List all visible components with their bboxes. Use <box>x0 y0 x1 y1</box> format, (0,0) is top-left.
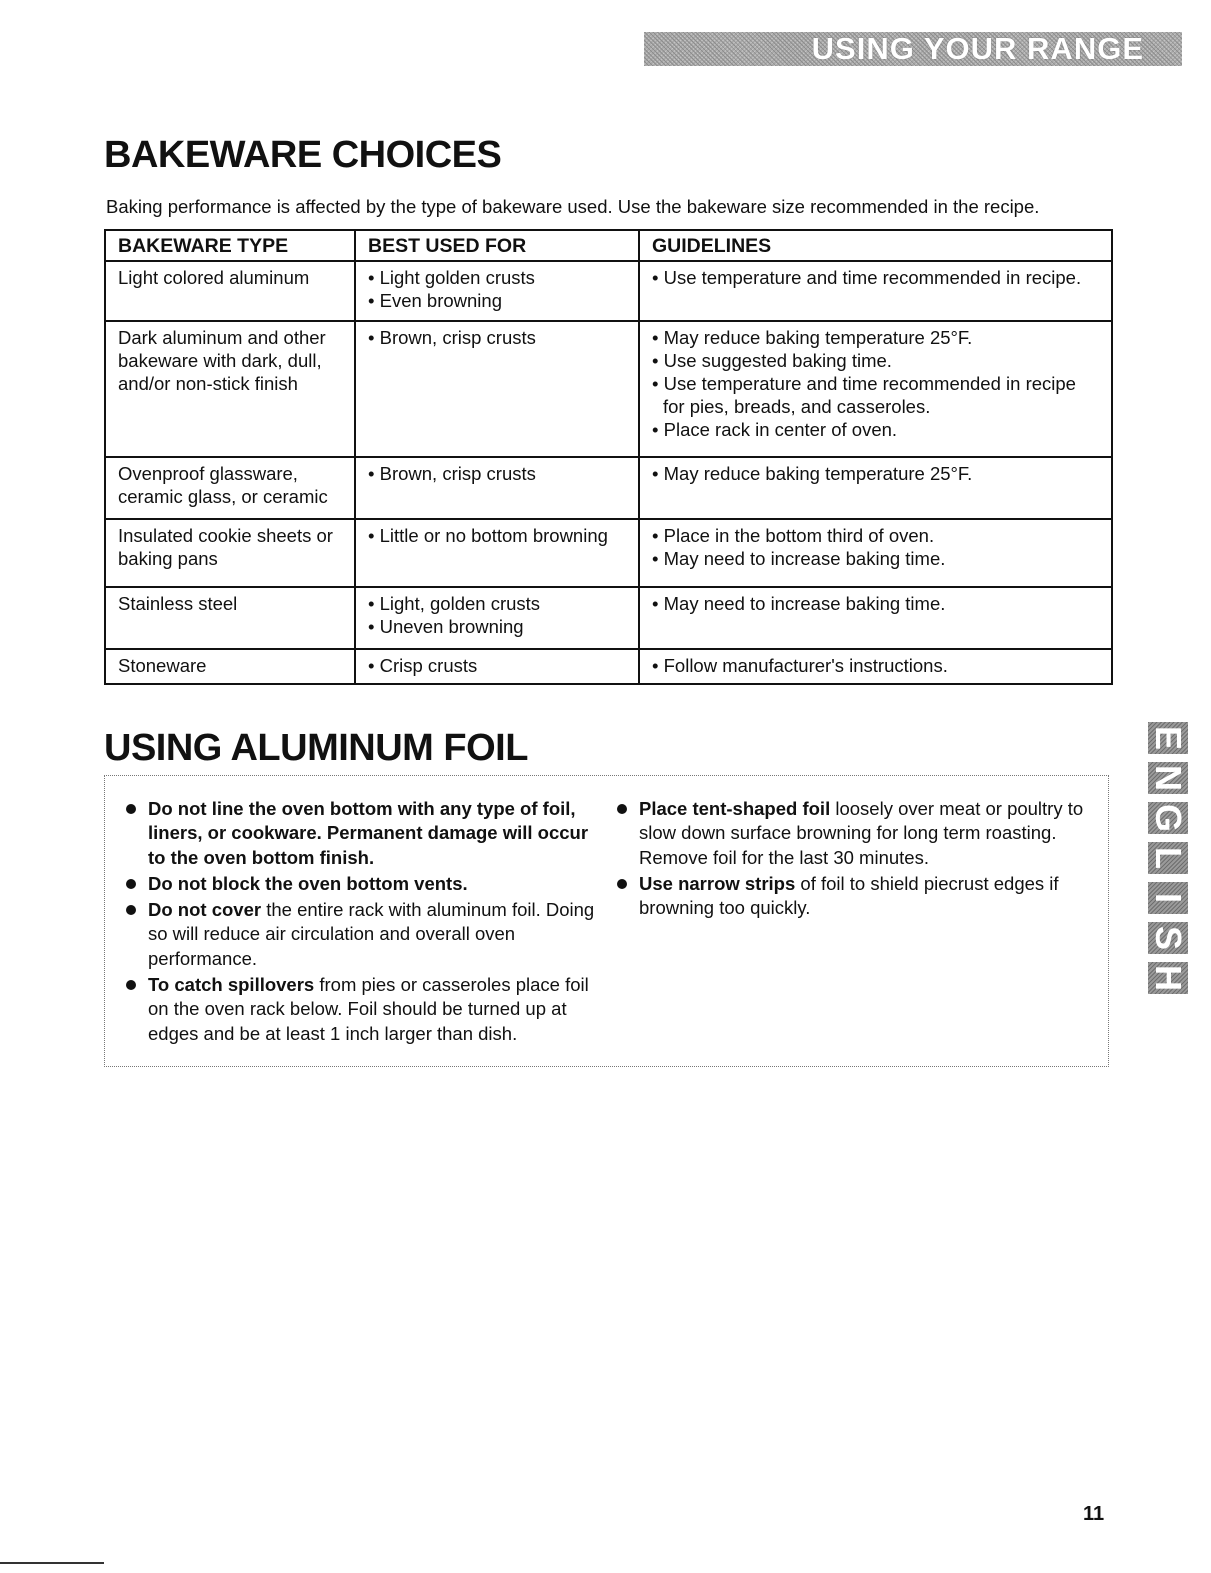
table-row <box>105 519 1112 587</box>
bullet-line: • Light, golden crusts <box>368 593 541 614</box>
table-row <box>105 587 1112 649</box>
bullet-dot-icon <box>617 804 627 814</box>
bullet-bold-text: Do not line the oven bottom with any type of foil, liners, or cookware. Permanent damage will occur to the oven bottom finish. <box>148 798 589 868</box>
language-tab-letter: H <box>1148 962 1188 994</box>
bullet-body-text: from pies or casseroles place foil on the oven rack below. Foil should be turned up at edges and be at least 1 inch larger than dish. <box>148 974 589 1044</box>
bullet-body-text: loosely over meat or poultry to slow down surface browning for long term roasting. Remove foil for the last 30 minutes. <box>639 798 1084 868</box>
bullet-line: • Uneven browning <box>368 616 524 637</box>
cell-best-used-for <box>355 649 639 684</box>
cell-bakeware-type: Stainless steel <box>105 587 355 649</box>
bullet-dot-icon <box>126 804 136 814</box>
cell-guidelines <box>639 587 1112 649</box>
bullet-bold-text: To catch spillovers <box>148 974 315 996</box>
bullet-line: • Use suggested baking time. <box>652 350 892 371</box>
bullet-line: • Place rack in center of oven. <box>652 419 898 440</box>
language-tab-letter: G <box>1148 803 1189 832</box>
table-row <box>105 649 1112 684</box>
foil-bullet-item <box>617 872 1097 921</box>
cell-guidelines <box>639 649 1112 684</box>
foil-left-column <box>126 797 606 1048</box>
cell-best-used-for <box>355 261 639 321</box>
table-row <box>105 321 1112 457</box>
bullet-line: • May need to increase baking time. <box>652 548 946 569</box>
bakeware-intro: Baking performance is affected by the type of bakeware used. Use the bakeware size recommended in the recipe. <box>106 196 1040 217</box>
banner-text: USING YOUR RANGE <box>811 31 1144 66</box>
bullet-bold-text: Do not block the oven bottom vents. <box>148 872 468 894</box>
bullet-body-text: of foil to shield piecrust edges if browning too quickly. <box>639 872 1059 919</box>
section-banner <box>644 32 1182 66</box>
cell-guidelines <box>639 261 1112 321</box>
foil-bullet-item <box>126 898 606 971</box>
cell-guidelines <box>639 519 1112 587</box>
foil-bullet-item <box>126 797 606 870</box>
language-tab-letter: E <box>1148 722 1188 754</box>
foil-bullet-item <box>126 872 606 896</box>
language-tab-letter: S <box>1148 922 1188 954</box>
language-tab-letter: L <box>1148 842 1188 874</box>
cell-bakeware-type: Ovenproof glassware, ceramic glass, or ceramic <box>105 457 355 519</box>
bullet-line: • May reduce baking temperature 25°F. <box>652 327 973 348</box>
cell-best-used-for <box>355 587 639 649</box>
bullet-line: • Light golden crusts <box>368 267 535 288</box>
bullet-line: • Use temperature and time recommended in recipe for pies, breads, and casseroles. <box>652 373 1076 417</box>
foil-bullet-item <box>617 797 1097 870</box>
cell-best-used-for <box>355 321 639 457</box>
language-tab-letter: N <box>1148 762 1188 794</box>
cell-bakeware-type: Stoneware <box>105 649 355 684</box>
bullet-body-text: the entire rack with aluminum foil. Doing so will reduce air circulation and overall oven performance. <box>148 899 595 969</box>
bullet-line: • Follow manufacturer's instructions. <box>652 655 948 676</box>
foil-bullet-item <box>126 973 606 1046</box>
language-tab <box>1148 718 1189 991</box>
bullet-dot-icon <box>617 879 627 889</box>
bullet-dot-icon <box>126 980 136 990</box>
bullet-line: • Use temperature and time recommended in recipe. <box>652 267 1082 288</box>
foil-title: USING ALUMINUM FOIL <box>104 727 528 769</box>
bullet-line: • Even browning <box>368 290 502 311</box>
language-tab-letter: I <box>1148 882 1188 914</box>
bullet-line: • Place in the bottom third of oven. <box>652 525 935 546</box>
cell-bakeware-type: Light colored aluminum <box>105 261 355 321</box>
bullet-dot-icon <box>126 905 136 915</box>
cell-guidelines <box>639 457 1112 519</box>
cell-best-used-for <box>355 457 639 519</box>
cell-guidelines <box>639 321 1112 457</box>
table-row <box>105 457 1112 519</box>
bullet-bold-text: Do not cover <box>148 899 262 921</box>
bullet-bold-text: Place tent-shaped foil <box>639 798 831 819</box>
header-guidelines: GUIDELINES <box>639 230 1112 261</box>
bullet-bold-text: Use narrow strips <box>639 872 796 894</box>
bakeware-table <box>104 229 1113 685</box>
bullet-line: • May reduce baking temperature 25°F. <box>652 463 973 484</box>
cell-bakeware-type: Insulated cookie sheets or baking pans <box>105 519 355 587</box>
bullet-line: • Brown, crisp crusts <box>368 327 536 348</box>
bullet-line: • May need to increase baking time. <box>652 593 946 614</box>
table-header-row <box>105 230 1112 261</box>
bullet-line: • Brown, crisp crusts <box>368 463 536 484</box>
header-bakeware-type: BAKEWARE TYPE <box>105 230 355 261</box>
bullet-line: • Crisp crusts <box>368 655 478 676</box>
table-row <box>105 261 1112 321</box>
page-number: 11 <box>1083 1503 1105 1525</box>
bakeware-title: BAKEWARE CHOICES <box>104 134 502 176</box>
cell-bakeware-type: Dark aluminum and other bakeware with dark, dull, and/or non-stick finish <box>105 321 355 457</box>
header-best-used-for: BEST USED FOR <box>355 230 639 261</box>
footer-rule <box>0 1562 104 1564</box>
cell-best-used-for <box>355 519 639 587</box>
bullet-line: • Little or no bottom browning <box>368 525 608 546</box>
foil-right-column <box>617 797 1097 922</box>
bullet-dot-icon <box>126 879 136 889</box>
